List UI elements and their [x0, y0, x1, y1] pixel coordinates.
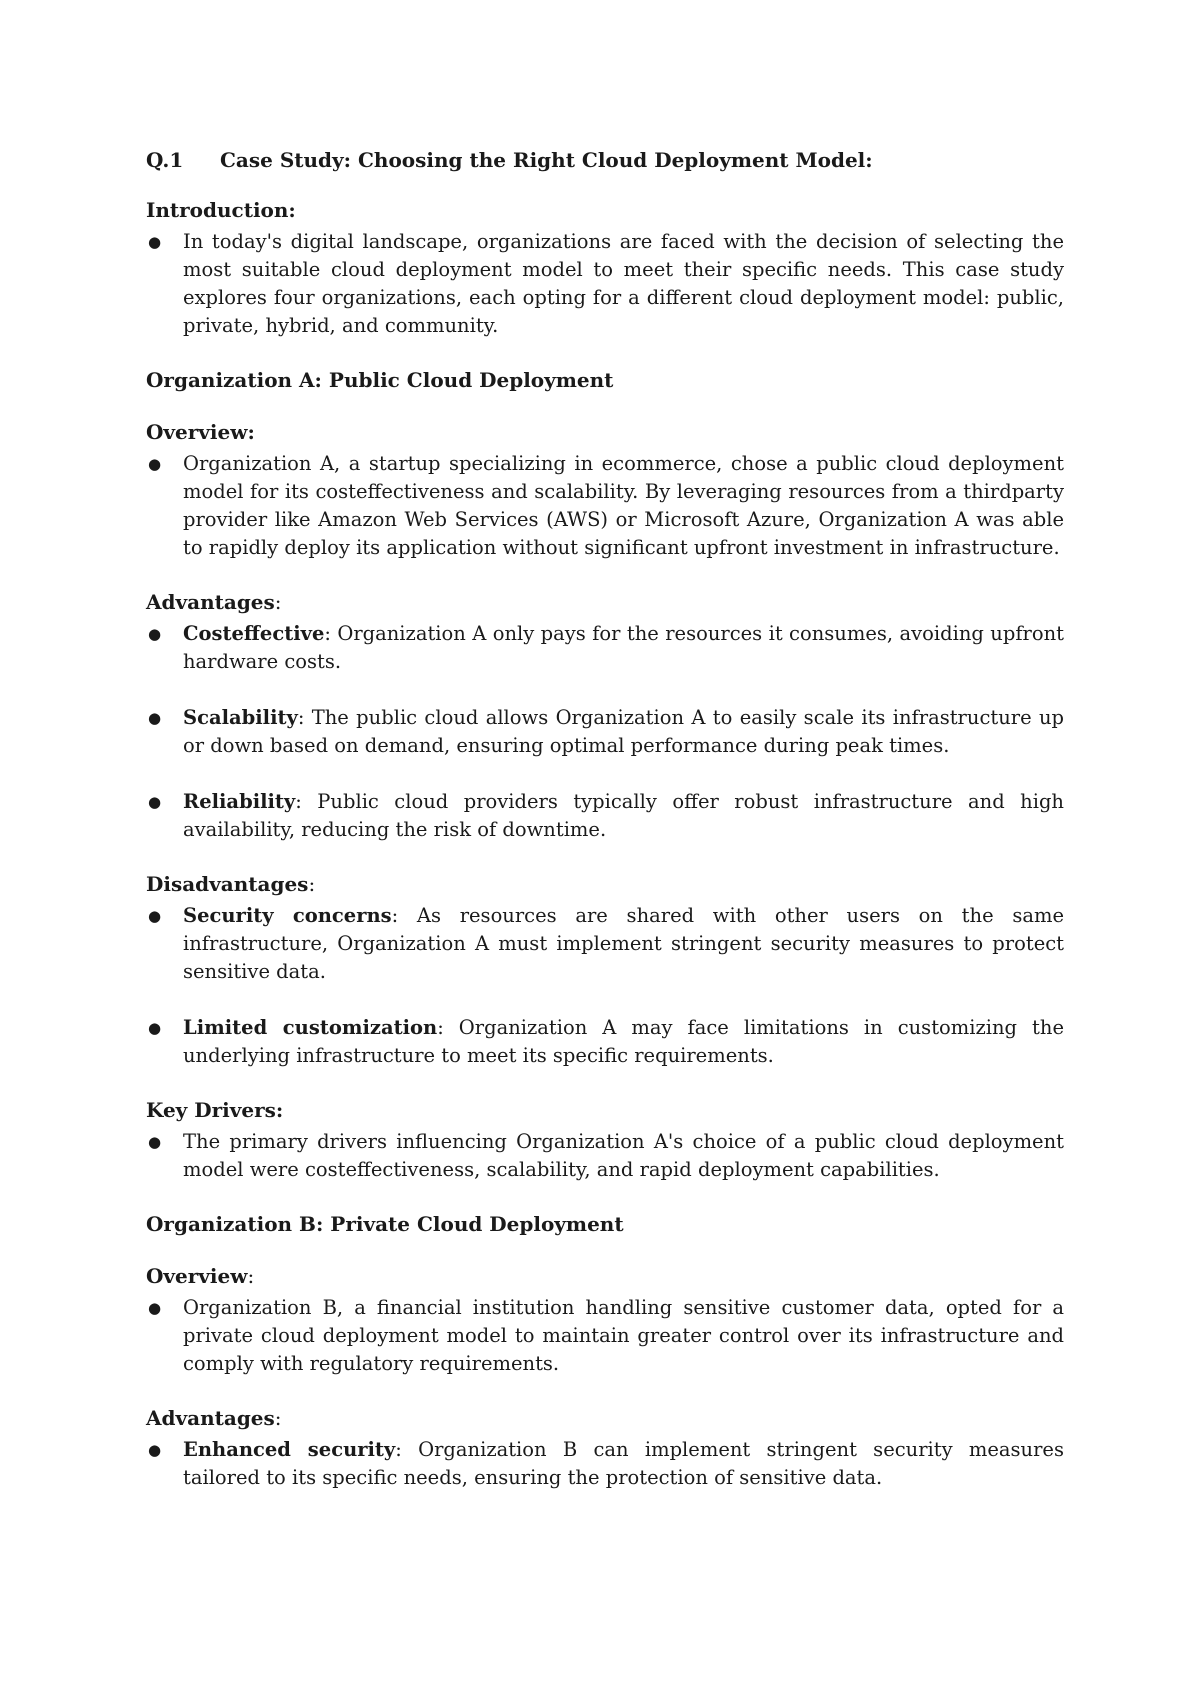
intro-paragraph: In today's digital landscape, organizations are faced with the decision of selecting the most suitable cloud deployment model to meet their specific needs. This case study explores four organizations, each opting for a different cloud deployment model: public, private, hybrid, and community.	[183, 230, 1064, 337]
bullet-icon: ●	[148, 1133, 162, 1151]
bullet-icon: ●	[148, 907, 162, 925]
list-item	[146, 620, 1064, 676]
org-a-heading: Organization A: Public Cloud Deployment	[146, 368, 614, 392]
advantage-text: : The public cloud allows Organization A to easily scale its infrastructure up or down based on demand, ensuring optimal performance during peak times.	[183, 706, 1064, 757]
question-number: Q.1	[146, 148, 184, 172]
org-b-overview-list	[146, 1294, 1064, 1378]
org-a-drivers-list	[146, 1128, 1064, 1184]
org-a-overview-list	[146, 450, 1064, 562]
org-a-drivers-text: The primary drivers influencing Organization A's choice of a public cloud deployment model were costeffectiveness, scalability, and rapid deployment capabilities.	[183, 1130, 1064, 1181]
advantage-term: Enhanced security	[183, 1438, 396, 1461]
disadvantage-term: Limited customization	[183, 1016, 438, 1039]
advantage-term: Scalability	[183, 706, 298, 729]
list-item	[146, 704, 1064, 760]
org-b-overview-heading: Overview:	[146, 1264, 255, 1288]
org-a-drivers-heading: Key Drivers:	[146, 1098, 284, 1122]
list-item	[146, 450, 1064, 562]
list-item	[146, 1128, 1064, 1184]
bullet-icon: ●	[148, 793, 162, 811]
document-page	[146, 146, 1064, 1492]
disadvantage-term: Security concerns	[183, 904, 392, 927]
org-a-advantages-heading: Advantages:	[146, 590, 282, 614]
org-b-overview-text: Organization B, a financial institution handling sensitive customer data, opted for a private cloud deployment model to maintain greater control over its infrastructure and comply with regulatory requirements.	[183, 1296, 1064, 1375]
document-title	[146, 146, 1064, 174]
bullet-icon: ●	[148, 709, 162, 727]
disadvantage-text: : As resources are shared with other users on the same infrastructure, Organization A must implement stringent security measures to protect sensitive data.	[183, 904, 1064, 983]
advantage-text: : Public cloud providers typically offer robust infrastructure and high availability, reducing the risk of downtime.	[183, 790, 1064, 841]
bullet-icon: ●	[148, 455, 162, 473]
advantage-term: Reliability	[183, 790, 296, 813]
org-a-disadvantages-heading: Disadvantages:	[146, 872, 316, 896]
org-a-overview-text: Organization A, a startup specializing in ecommerce, chose a public cloud deployment model for its costeffectiveness and scalability. By leveraging resources from a thirdparty provider like Amazon Web Services (AWS) or Microsoft Azure, Organization A was able to rapidly deploy its application without significant upfront investment in infrastructure.	[183, 452, 1064, 559]
bullet-icon: ●	[148, 233, 162, 251]
list-item	[146, 788, 1064, 844]
advantage-text: : Organization B can implement stringent security measures tailored to its specific needs, ensuring the protection of sensitive data.	[183, 1438, 1064, 1489]
bullet-icon: ●	[148, 1441, 162, 1459]
intro-heading: Introduction:	[146, 198, 296, 222]
list-item	[146, 1014, 1064, 1070]
org-b-advantages-list	[146, 1436, 1064, 1492]
intro-list	[146, 228, 1064, 340]
bullet-icon: ●	[148, 1019, 162, 1037]
org-a-advantages-list	[146, 620, 1064, 844]
bullet-icon: ●	[148, 625, 162, 643]
list-item	[146, 228, 1064, 340]
list-item	[146, 1294, 1064, 1378]
title-text: Case Study: Choosing the Right Cloud Deployment Model:	[220, 148, 873, 172]
bullet-icon: ●	[148, 1299, 162, 1317]
list-item	[146, 1436, 1064, 1492]
advantage-text: : Organization A only pays for the resources it consumes, avoiding upfront hardware costs.	[183, 622, 1064, 673]
org-b-heading: Organization B: Private Cloud Deployment	[146, 1212, 624, 1236]
advantage-term: Costeffective	[183, 622, 325, 645]
disadvantage-text: : Organization A may face limitations in customizing the underlying infrastructure to meet its specific requirements.	[183, 1016, 1064, 1067]
org-a-overview-heading: Overview:	[146, 420, 255, 444]
org-a-disadvantages-list	[146, 902, 1064, 1070]
org-b-advantages-heading: Advantages:	[146, 1406, 282, 1430]
list-item	[146, 902, 1064, 986]
